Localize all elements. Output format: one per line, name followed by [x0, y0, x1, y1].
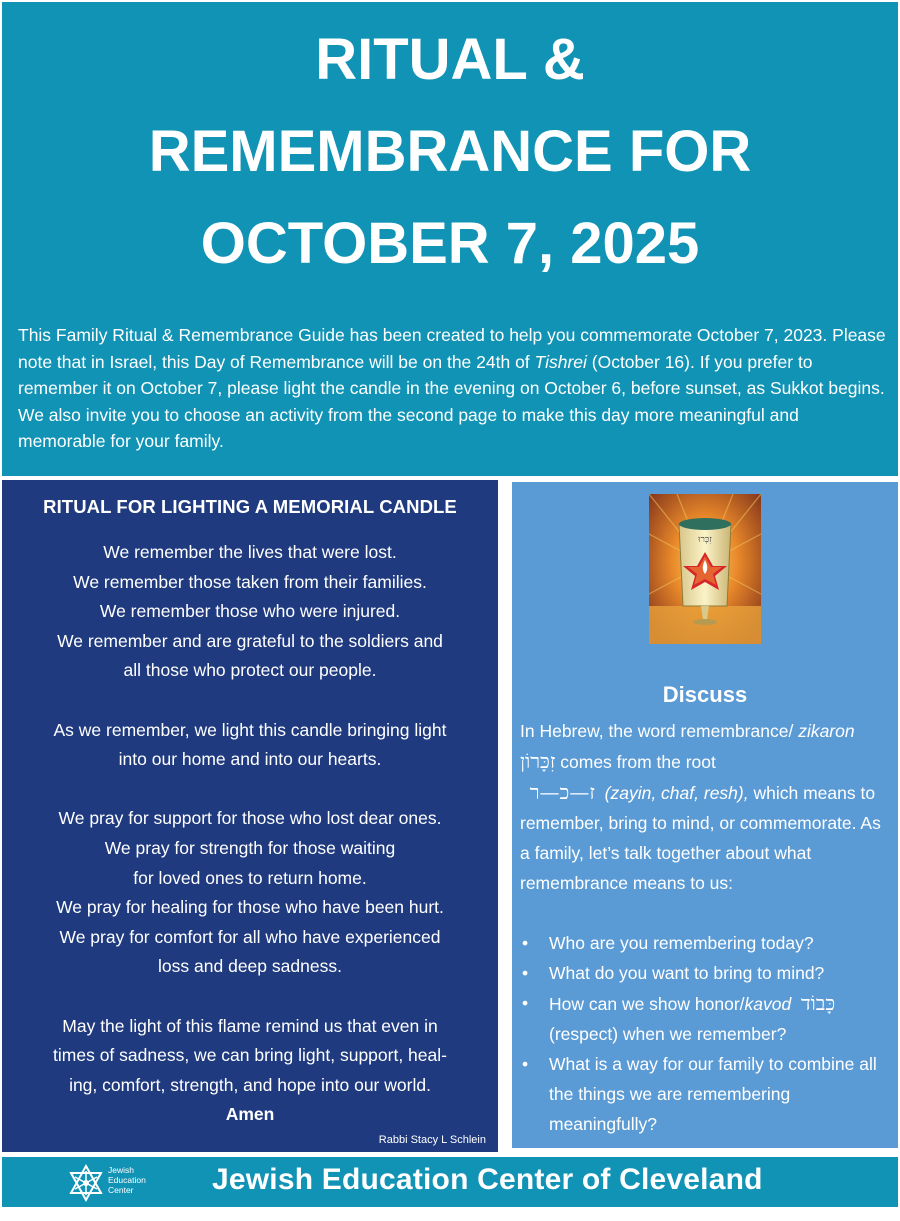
poem-stanza [10, 538, 490, 686]
ritual-poem [10, 538, 490, 1130]
poem-line: We pray for comfort for all who have experienced [59, 926, 441, 947]
amen-line [10, 1100, 490, 1130]
header-banner [2, 2, 898, 476]
list-item: • What do you want to bring to mind? [520, 958, 892, 988]
discuss-paragraph [520, 716, 892, 898]
title-line: OCTOBER 7, 2025 [200, 211, 700, 276]
memorial-candle-illustration [649, 494, 761, 644]
poem-line: into our home and into our hearts. [118, 749, 382, 770]
logo-line: Education [108, 1175, 146, 1185]
poem-line: We pray for healing for those who have been hurt. [56, 897, 444, 918]
intro-italic: Tishrei [534, 351, 587, 372]
poem-line: We remember the lives that were lost. [103, 542, 397, 562]
signature: Rabbi Stacy L Schlein [378, 1134, 486, 1146]
poem-line: loss and deep sadness. [158, 956, 342, 977]
poem-line: We remember and are grateful to the soldiers and [57, 630, 443, 651]
intro-text: (October 16). If you prefer to remember it on October 7, please light the candle in the evening on October 6, before sunset, as Sukkot begins. We also invite you to choose an activity from the second page to make this day more meaningful and memorable for your family. [18, 351, 885, 451]
poem-line: We remember those who were injured. [99, 601, 401, 622]
discuss-heading: Discuss [662, 682, 748, 707]
poem-line: As we remember, we light this candle bringing light [53, 719, 447, 740]
discuss-text: which means to remember, bring to mind, or commemorate. As a family, let’s talk together about what remembrance means to us: [520, 783, 881, 893]
poem-line: We remember those taken from their families. [73, 571, 427, 592]
poem-stanza [10, 804, 490, 982]
jec-logo-icon [66, 1163, 106, 1203]
logo-line: Jewish [108, 1165, 134, 1175]
root-letters: (zayin, chaf, resh), [604, 783, 749, 803]
poem-line: We pray for support for those who lost dear ones. [58, 808, 442, 829]
logo-line: Center [108, 1185, 134, 1195]
title-line: RITUAL & [315, 27, 585, 92]
kavod-hebrew: כָּבוֹד [800, 991, 836, 1015]
discuss-text: comes from the root [555, 752, 716, 772]
list-item: • Who are you remembering today? [520, 928, 892, 958]
footer-bar [2, 1157, 898, 1207]
page-title [2, 14, 898, 290]
amen-text: Amen [225, 1104, 275, 1125]
list-item [520, 988, 892, 1049]
intro-text: This Family Ritual & Remembrance Guide has been created to help you commemorate October 7, 2023. Please note that in Israel, this Day of Remembrance will be on the 24th of [18, 325, 886, 372]
poem-line: times of sadness, we can bring light, support, heal- [53, 1045, 447, 1066]
poem-stanza [10, 716, 490, 775]
organization-name: Jewish Education Center of Cleveland [212, 1163, 763, 1196]
list-item: • What is a way for our family to combine all the things we are remembering meaningfully? [520, 1049, 892, 1139]
poem-line: all those who protect our people. [123, 660, 377, 681]
intro-paragraph [18, 322, 888, 455]
question-text: (respect) when we remember? [549, 1024, 787, 1044]
poem-line: for loved ones to return home. [133, 867, 367, 888]
ritual-panel [2, 480, 498, 1152]
discuss-questions [520, 928, 892, 1139]
poem-line: We pray for strength for those waiting [104, 837, 396, 858]
zikaron-word: zikaron [798, 721, 855, 741]
discuss-panel [512, 482, 898, 1148]
ritual-heading: RITUAL FOR LIGHTING A MEMORIAL CANDLE [43, 496, 457, 517]
poem-stanza [10, 1012, 490, 1130]
candle-label: זִכְּרוּ [698, 535, 712, 545]
kavod-word: kavod [744, 994, 792, 1014]
discuss-text: In Hebrew, the word remembrance/ [520, 721, 799, 741]
question-text: How can we show honor/ [549, 994, 745, 1014]
root-hebrew: ז—כ—ר [529, 780, 595, 804]
title-line: REMEMBRANCE FOR [148, 119, 752, 184]
logo-text [108, 1165, 146, 1195]
zikaron-hebrew: זִכָּרוֹן [520, 749, 556, 773]
poem-line: May the light of this flame remind us that even in [62, 1015, 438, 1036]
poem-line: ing, comfort, strength, and hope into our world. [69, 1074, 431, 1095]
